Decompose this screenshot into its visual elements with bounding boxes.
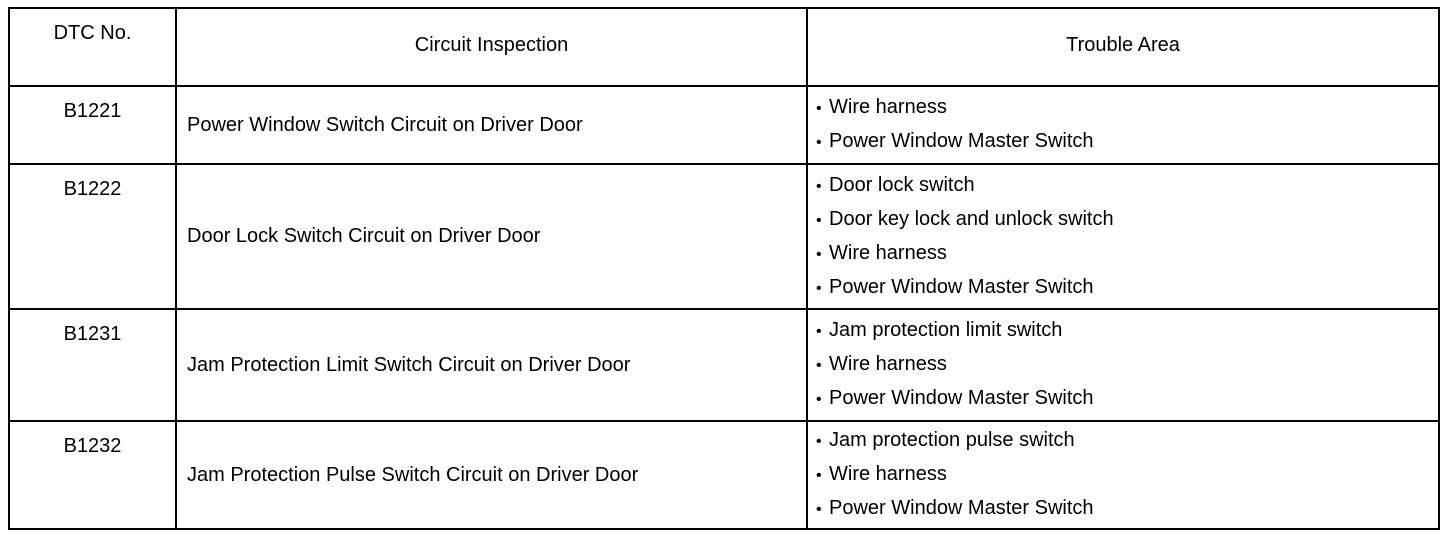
trouble-item-text: Power Window Master Switch <box>829 387 1094 409</box>
bullet: • <box>816 467 822 484</box>
trouble-item-text: Jam protection limit switch <box>829 319 1063 341</box>
dtc-code: B1232 <box>9 421 176 529</box>
list-item <box>816 458 1438 492</box>
bullet: • <box>816 177 822 195</box>
dtc-code: B1231 <box>9 309 176 421</box>
list-item <box>816 492 1438 526</box>
trouble-item-text: Wire harness <box>829 241 947 264</box>
header-dtc-no: DTC No. <box>9 8 176 86</box>
list-item <box>816 169 1438 203</box>
circuit-inspection: Door Lock Switch Circuit on Driver Door <box>176 164 807 309</box>
list-item <box>816 314 1438 348</box>
bullet: • <box>816 357 822 374</box>
header-trouble-area: Trouble Area <box>807 8 1439 86</box>
bullet: • <box>816 391 822 408</box>
list-item <box>816 424 1438 458</box>
header-circuit-inspection: Circuit Inspection <box>176 8 807 86</box>
trouble-item-text: Wire harness <box>829 96 947 118</box>
list-item <box>816 382 1438 416</box>
bullet: • <box>816 134 822 151</box>
circuit-inspection: Power Window Switch Circuit on Driver Door <box>176 86 807 164</box>
table-row <box>9 164 1439 309</box>
trouble-item-text: Door key lock and unlock switch <box>829 207 1114 230</box>
bullet: • <box>816 211 822 229</box>
dtc-table <box>8 7 1440 530</box>
trouble-list <box>816 91 1438 159</box>
dtc-code: B1221 <box>9 86 176 164</box>
trouble-item-text: Wire harness <box>829 353 947 375</box>
trouble-item-text: Power Window Master Switch <box>829 130 1094 152</box>
table-row <box>9 421 1439 529</box>
circuit-inspection: Jam Protection Limit Switch Circuit on Driver Door <box>176 309 807 421</box>
table-header-row <box>9 8 1439 86</box>
trouble-item-text: Power Window Master Switch <box>829 275 1094 298</box>
bullet: • <box>816 433 822 450</box>
trouble-area <box>807 309 1439 421</box>
table-row <box>9 309 1439 421</box>
trouble-list <box>816 424 1438 526</box>
bullet: • <box>816 245 822 263</box>
trouble-item-text: Power Window Master Switch <box>829 497 1094 519</box>
bullet: • <box>816 100 822 117</box>
circuit-inspection: Jam Protection Pulse Switch Circuit on Driver Door <box>176 421 807 529</box>
list-item <box>816 203 1438 237</box>
trouble-area <box>807 164 1439 309</box>
bullet: • <box>816 279 822 297</box>
list-item <box>816 125 1438 159</box>
list-item <box>816 348 1438 382</box>
list-item <box>816 271 1438 305</box>
trouble-area <box>807 86 1439 164</box>
list-item <box>816 91 1438 125</box>
trouble-item-text: Jam protection pulse switch <box>829 429 1075 451</box>
trouble-area <box>807 421 1439 529</box>
table-row <box>9 86 1439 164</box>
dtc-code: B1222 <box>9 164 176 309</box>
trouble-item-text: Wire harness <box>829 463 947 485</box>
bullet: • <box>816 323 822 340</box>
bullet: • <box>816 501 822 518</box>
trouble-list <box>816 169 1438 305</box>
trouble-item-text: Door lock switch <box>829 173 975 196</box>
trouble-list <box>816 314 1438 416</box>
list-item <box>816 237 1438 271</box>
